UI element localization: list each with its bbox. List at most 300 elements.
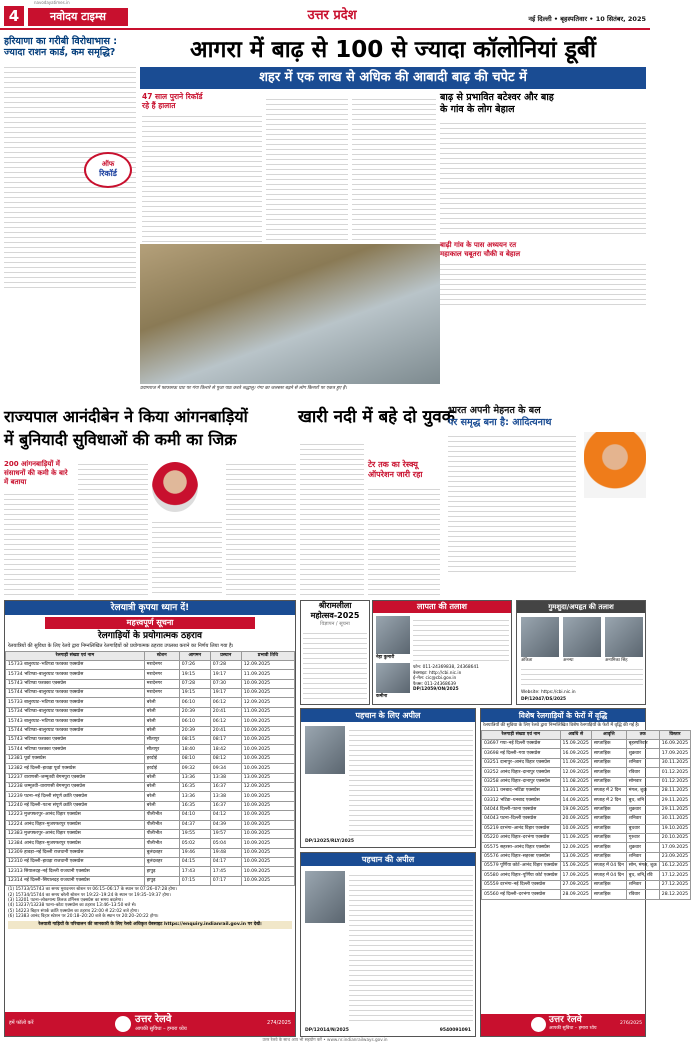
table-cell: 17:43 — [179, 867, 210, 876]
table-cell: 10.09.2025 — [241, 848, 294, 857]
special-title: विशेष रेलगाड़ियों के फेरों में वृद्धि — [481, 709, 645, 722]
special-table-row — [482, 805, 691, 814]
special-table-row — [482, 749, 691, 758]
identity2-photo — [305, 871, 345, 923]
table-cell: 08:10 — [179, 754, 210, 763]
governor-body-2 — [78, 460, 148, 595]
table-cell: 15743 बालुरघाट–भटिण्डा फरक्का एक्सप्रेस — [6, 717, 145, 726]
table-cell: 10.09.2025 — [241, 736, 294, 745]
table-cell: 10.09.2025 — [241, 689, 294, 698]
table-cell: 12314 नई दिल्ली–सियालदह राजधानी एक्सप्रेस — [6, 876, 145, 885]
lost-photo-2 — [563, 617, 601, 657]
table-cell: साप्ताहिक — [591, 833, 626, 842]
table-cell: 04:17 — [210, 858, 241, 867]
table-cell: 17.09.2025 — [560, 871, 591, 880]
table-cell: 20.09.2025 — [560, 815, 591, 824]
table-cell: 13:36 — [179, 773, 210, 782]
table-cell: 07:30 — [210, 679, 241, 688]
table-cell: सोम, मंगल, शुक्र — [626, 862, 659, 871]
table-cell: 10.09.2025 — [241, 820, 294, 829]
table-cell: बरेली — [144, 717, 179, 726]
missing-notice — [372, 600, 512, 705]
table-cell: 12.09.2025 — [560, 768, 591, 777]
table-cell: 06:12 — [210, 698, 241, 707]
lost-notice — [516, 600, 646, 705]
table-cell: 12.09.2025 — [241, 782, 294, 791]
river-kicker-2: ऑपरेशन जारी रहा — [368, 470, 423, 479]
table-cell: 10.09.2025 — [241, 839, 294, 848]
table-cell: 10.09.2025 — [241, 792, 294, 801]
railway-follow: हमें फॉलो करें — [9, 1020, 34, 1026]
table-cell: 10.09.2025 — [241, 679, 294, 688]
railway-subheading: रेलगाड़ियों के प्रयोगात्मक ठहराव — [97, 631, 203, 641]
railway-table-row — [6, 670, 295, 679]
identity-photo — [305, 726, 345, 774]
table-cell: 04043 पटना–दिल्ली एक्सप्रेस — [482, 815, 561, 824]
table-cell: सीतापुर — [144, 736, 179, 745]
table-cell: 04:39 — [210, 820, 241, 829]
railway-tagline: आपकी सुविधा – हमारा ध्येय — [135, 1026, 187, 1032]
cm-body — [448, 432, 576, 572]
table-cell: 03311 धनबाद–भटिंडा एक्सप्रेस — [482, 786, 561, 795]
table-cell: 05575 सहरसा–आनंद विहार एक्सप्रेस — [482, 843, 561, 852]
date-line: नई दिल्ली • बृहस्पतिवार • 10 सितंबर, 2025 — [528, 15, 646, 23]
table-cell: हरदोई — [144, 764, 179, 773]
governor-photo — [152, 462, 198, 512]
table-cell: 27.12.2025 — [659, 880, 690, 889]
railway-table-row — [6, 736, 295, 745]
table-cell: हापुड़ — [144, 876, 179, 885]
table-cell: 10.09.2025 — [241, 754, 294, 763]
missing-contact: वेबसाइट: http://cbi.nic.in — [413, 670, 462, 676]
lost-label-1: अंकिता — [521, 658, 533, 663]
table-cell: गुरुवार — [626, 833, 659, 842]
col-departure: प्रस्थान — [210, 651, 241, 660]
special-table-row — [482, 815, 691, 824]
table-cell: 16:37 — [210, 801, 241, 810]
table-cell: 09:34 — [210, 764, 241, 773]
table-cell: 05:02 — [179, 839, 210, 848]
table-cell: 06:10 — [179, 717, 210, 726]
table-cell: 19.10.2025 — [659, 824, 690, 833]
table-cell: 05559 दरभंगा–नई दिल्ली एक्सप्रेस — [482, 880, 561, 889]
table-cell: 16.12.2025 — [659, 862, 690, 871]
table-cell: 05560 नई दिल्ली–दरभंगा एक्सप्रेस — [482, 890, 561, 899]
section-title: उत्तर प्रदेश — [307, 8, 357, 23]
railway-table-row — [6, 876, 295, 885]
railway-note: (2) 15734/15744 का समय बरेली स्टेशन पर 19:22–19:24 के स्थान पर 19:35–19:37 होगा। — [8, 892, 171, 898]
table-cell: 16:37 — [210, 782, 241, 791]
table-cell: 11.09.2025 — [560, 833, 591, 842]
special-brand: उत्तर रेलवे — [549, 1015, 582, 1025]
railway-table-row — [6, 698, 295, 707]
lead-kicker-2: रहे हैं हालात — [142, 101, 176, 111]
page-footer: उत्तर रेलवे के साथ आप भी सहयोग करें • www.nr.indianrailways.gov.in — [262, 1037, 388, 1042]
table-cell: सप्ताह में 2 दिन — [591, 796, 626, 805]
lead-side-story — [440, 92, 646, 400]
table-cell: बुध, शनि — [626, 796, 659, 805]
missing-ref: DP/12059/ON/2025 — [413, 687, 459, 693]
table-cell: 15.09.2025 — [560, 740, 591, 749]
table-cell: 04:10 — [179, 811, 210, 820]
lost-photo-1 — [521, 617, 559, 657]
lost-website: Website: https://cbi.nic.in — [521, 690, 576, 695]
lead-body-2 — [266, 95, 348, 250]
river-kicker-1: टेर तक का रेस्क्यू — [368, 460, 418, 469]
table-cell: 11.09.2025 — [241, 670, 294, 679]
governor-body-3 — [152, 518, 222, 595]
identity-appeal-2 — [300, 852, 476, 1037]
table-cell: बरेली — [144, 773, 179, 782]
table-cell: शुक्रवार — [626, 749, 659, 758]
side-sub-1: बाढ़ी गांव के पास अध्ययन रत — [440, 240, 517, 249]
table-cell: हरदोई — [144, 754, 179, 763]
missing-contact: फैक्स: 011-24368639 — [413, 681, 456, 687]
lost-label-2: अनन्या — [563, 658, 574, 663]
table-cell: 07:28 — [210, 660, 241, 669]
table-cell: 10.09.2025 — [241, 829, 294, 838]
table-cell: 19:15 — [179, 670, 210, 679]
table-cell: 12381 पूर्वा एक्सप्रेस — [6, 754, 145, 763]
table-cell: 06:12 — [210, 717, 241, 726]
railway-table-row — [6, 820, 295, 829]
ramleela-ad — [300, 600, 370, 705]
table-cell: 10.09.2025 — [560, 824, 591, 833]
flood-photo-caption: प्रयागराज में फाफामऊ घाट पर गंगा किनारे से पूजा पाठ करते श्रद्धालु। गंगा का जलस्तर बढ़ने से लोग किनारों पर एकत्र हुए हैं। — [140, 386, 347, 391]
table-cell: सप्ताह में 2 दिन — [591, 786, 626, 795]
table-cell: सोमवार — [626, 777, 659, 786]
identity-title: पहचान के लिए अपील — [301, 709, 475, 722]
railway-notice-title: रेलयात्री कृपया ध्यान दें! — [5, 601, 295, 615]
railway-note: (4) 13237/13238 पटना–कोटा एक्सप्रेस का ठहराव 13:46–13:50 बजे से। — [8, 903, 137, 909]
table-cell: 15744 भटिण्डा–बालुरघाट फरक्का एक्सप्रेस — [6, 689, 145, 698]
special-table-row — [482, 880, 691, 889]
table-cell: साप्ताहिक — [591, 740, 626, 749]
railway-table-row — [6, 829, 295, 838]
table-cell: रविवार — [626, 890, 659, 899]
identity-ref: DP/12025/RLY/2025 — [305, 839, 355, 845]
col-arrival: आगमन — [179, 651, 210, 660]
lost-photo-3 — [605, 617, 643, 657]
special-table-header — [482, 730, 691, 739]
table-cell: 30.11.2025 — [659, 815, 690, 824]
railway-table-row — [6, 764, 295, 773]
lead-headline: आगरा में बाढ़ से 100 से ज्यादा कॉलोनियां डूबीं — [190, 37, 596, 63]
table-cell: शनिवार — [626, 815, 659, 824]
special-intro: रेलयात्रियों की सुविधा के लिए रेलवे द्वारा निम्नलिखित विशेष रेलगाड़ियों के फेरों में वृद्धि की गई है। — [483, 723, 640, 728]
table-cell: 12383 मुजफ्फरपुर–आनंद विहार एक्सप्रेस — [6, 829, 145, 838]
table-cell: 20:41 — [210, 707, 241, 716]
table-cell: 13:36 — [179, 792, 210, 801]
lead-subhead — [140, 67, 646, 89]
table-cell: 15744 भटिण्डा–बालुरघाट फरक्का एक्सप्रेस — [6, 726, 145, 735]
table-cell: साप्ताहिक — [591, 824, 626, 833]
table-cell: पीलीभीत — [144, 839, 179, 848]
railway-table — [5, 651, 295, 887]
side-sub-2: महाकाल चबूतरा चौकी व बेहाल — [440, 249, 521, 258]
lead-kicker-1: 47 साल पुराने रिकॉर्ड — [142, 92, 203, 101]
table-cell: 12237 वाराणसी–जम्मूतवी बेगमपुरा एक्सप्रेस — [6, 773, 145, 782]
cm-headline-2: पर समृद्ध बना है: आदित्यनाथ — [448, 416, 552, 428]
missing-contacts — [413, 665, 509, 693]
table-cell: हापुड़ — [144, 867, 179, 876]
table-cell: 19:17 — [210, 670, 241, 679]
table-cell: 12240 नई दिल्ली–पटना संपूर्ण क्रांति एक्सप्रेस — [6, 801, 145, 810]
table-cell: बरेली — [144, 707, 179, 716]
table-cell: 20.10.2025 — [659, 833, 690, 842]
table-cell: 17.12.2025 — [659, 871, 690, 880]
table-cell: 10.09.2025 — [241, 876, 294, 885]
table-cell: 18:42 — [210, 745, 241, 754]
table-cell: 03252 आनंद विहार–दानापुर एक्सप्रेस — [482, 768, 561, 777]
table-cell: 05220 आनंद विहार–दरभंगा एक्सप्रेस — [482, 833, 561, 842]
table-cell: 28.11.2025 — [659, 786, 690, 795]
table-cell: शुक्रवार — [626, 805, 659, 814]
table-cell: 30.11.2025 — [659, 758, 690, 767]
special-table-row — [482, 786, 691, 795]
table-cell: पीलीभीत — [144, 829, 179, 838]
table-cell: 03258 आनंद विहार–दानापुर एक्सप्रेस — [482, 777, 561, 786]
railway-table-row — [6, 792, 295, 801]
table-cell: 07:28 — [179, 679, 210, 688]
railway-table-row — [6, 782, 295, 791]
lead-body-1 — [142, 112, 262, 250]
governor-headline-1: राज्यपाल आनंदीबेन ने किया आंगनबाड़ियों — [4, 407, 248, 426]
identity2-phone: 9540091091 — [439, 1028, 471, 1034]
table-cell: सप्ताह में 04 दिन — [591, 862, 626, 871]
railway-note: (3) 13201 पटना–लोकमान्य तिलक टर्मिनस एक्सप्रेस का समय बदलेगा। — [8, 897, 123, 903]
special-brand-bar — [481, 1014, 645, 1036]
table-cell: 17.09.2025 — [659, 843, 690, 852]
table-cell: 16.09.2025 — [560, 749, 591, 758]
river-kicker — [368, 460, 448, 480]
lead-body-3 — [352, 95, 436, 240]
table-cell: शनिवार — [626, 880, 659, 889]
table-cell: 15743 भटिण्डा फरक्का एक्सप्रेस — [6, 736, 145, 745]
railway-table-row — [6, 867, 295, 876]
table-cell: पीलीभीत — [144, 811, 179, 820]
table-cell: बरेली — [144, 792, 179, 801]
special-tagline: आपकी सुविधा – हमारा ध्येय — [549, 1026, 597, 1031]
missing-title: लापता की तलाश — [373, 601, 511, 613]
railway-table-row — [6, 858, 295, 867]
special-table-row — [482, 833, 691, 842]
table-cell: 10.09.2025 — [241, 764, 294, 773]
lost-ref: DP/12047/DS/2025 — [521, 697, 566, 702]
special-table-row — [482, 768, 691, 777]
table-cell: 10.09.2025 — [241, 745, 294, 754]
railway-table-row — [6, 848, 295, 857]
table-cell: 11.09.2025 — [241, 707, 294, 716]
table-cell: 05580 आनंद विहार–पूर्णिया कोर्ट एक्सप्रेस — [482, 871, 561, 880]
table-cell: 14.09.2025 — [560, 796, 591, 805]
table-cell: पीलीभीत — [144, 820, 179, 829]
railway-table-row — [6, 660, 295, 669]
table-cell: 06:10 — [179, 698, 210, 707]
table-cell: साप्ताहिक — [591, 758, 626, 767]
side-body-1 — [440, 119, 646, 237]
table-cell: 12313 सियालदह–नई दिल्ली राजधानी एक्सप्रेस — [6, 867, 145, 876]
table-cell: 05579 पूर्णिया कोर्ट–आनंद विहार एक्सप्रेस — [482, 862, 561, 871]
table-cell: 17:45 — [210, 867, 241, 876]
special-table-row — [482, 758, 691, 767]
special-code: 276/2025 — [619, 1021, 642, 1026]
side-headline-2: के गांव के लोग बेहाल — [440, 103, 515, 115]
table-cell: 11.09.2025 — [560, 758, 591, 767]
table-cell: साप्ताहिक — [591, 749, 626, 758]
railway-table-row — [6, 707, 295, 716]
table-cell: 27.09.2025 — [560, 880, 591, 889]
table-cell: मरादेनगर — [144, 689, 179, 698]
table-cell: 07:26 — [179, 660, 210, 669]
table-cell: 12223 मुजफ्फरपुर–आनंद विहार एक्सप्रेस — [6, 811, 145, 820]
table-cell: 19:17 — [210, 689, 241, 698]
railway-note: (5) 14223 बिहार संपर्क क्रांति एक्सप्रेस का ठहराव 22:00 से 22:02 बजे होगा। — [8, 908, 139, 914]
table-cell: 12382 नई दिल्ली–हावड़ा पूर्वा एक्सप्रेस — [6, 764, 145, 773]
table-cell: 23.09.2025 — [659, 852, 690, 861]
table-cell: 19:15 — [179, 689, 210, 698]
table-cell: 19:46 — [179, 848, 210, 857]
ramleela-title: श्रीरामलीला महोत्सव-2025 — [310, 601, 360, 620]
side-body-2 — [440, 260, 646, 308]
table-cell: 10.09.2025 — [241, 801, 294, 810]
col-effective: प्रभावी तिथि — [241, 651, 294, 660]
table-cell: 07:15 — [179, 876, 210, 885]
table-cell: 19:55 — [179, 829, 210, 838]
table-cell: 16:35 — [179, 801, 210, 810]
table-cell: सीतापुर — [144, 745, 179, 754]
table-cell: 07:17 — [210, 876, 241, 885]
lost-title: गुमशुदा/अपहृत की तलाश — [517, 601, 645, 613]
table-cell: 20:41 — [210, 726, 241, 735]
identity2-body — [349, 871, 473, 1021]
lost-body — [521, 665, 643, 689]
railway-table-row — [6, 839, 295, 848]
table-cell: 10.09.2025 — [241, 867, 294, 876]
special-logo-icon — [531, 1017, 546, 1032]
table-cell: 12.09.2025 — [241, 698, 294, 707]
special-table-row — [482, 862, 691, 871]
col-days: तक — [626, 730, 659, 739]
governor-kicker: 200 आंगनबाड़ियों में संसाधनों की कमी के बारे में बताया — [4, 460, 68, 486]
railway-table-row — [6, 726, 295, 735]
table-cell: 12310 नई दिल्ली–हावड़ा राजधानी एक्सप्रेस — [6, 858, 145, 867]
special-table-row — [482, 890, 691, 899]
table-cell: 20:39 — [179, 707, 210, 716]
railway-table-row — [6, 717, 295, 726]
table-cell: रविवार — [626, 768, 659, 777]
table-cell: बरेली — [144, 698, 179, 707]
governor-body-1 — [4, 490, 74, 595]
table-cell: मरादेनगर — [144, 660, 179, 669]
railway-table-row — [6, 811, 295, 820]
col-extension: विस्तार — [659, 730, 690, 739]
missing-body — [413, 616, 509, 662]
table-cell: 08:12 — [210, 754, 241, 763]
table-cell: 10.09.2025 — [241, 858, 294, 867]
table-cell: बुधवार — [626, 824, 659, 833]
special-table-row — [482, 777, 691, 786]
cm-story — [448, 405, 646, 595]
special-table-row — [482, 796, 691, 805]
railway-table-row — [6, 773, 295, 782]
table-cell: 10.09.2025 — [241, 717, 294, 726]
special-table-row — [482, 740, 691, 749]
table-cell: 08:15 — [179, 736, 210, 745]
table-cell: 12.09.2025 — [241, 660, 294, 669]
railway-note: (6) 12383 आनंद विहार स्टेशन पर 20:18–20:20 बजे के स्थान पर 20:20–20:22 होगा। — [8, 914, 159, 920]
identity2-ref: DP/12014/N/2025 — [305, 1028, 349, 1034]
table-cell: 12238 जम्मूतवी–वाराणसी बेगमपुरा एक्सप्रेस — [6, 782, 145, 791]
table-cell: 18:40 — [179, 745, 210, 754]
railway-table-row — [6, 679, 295, 688]
table-cell: साप्ताहिक — [591, 768, 626, 777]
badge-line-2: रिकॉर्ड — [99, 168, 117, 178]
table-cell: 04044 दिल्ली–पटना एक्सप्रेस — [482, 805, 561, 814]
table-cell: बरेली — [144, 801, 179, 810]
table-cell: 16.09.2025 — [659, 740, 690, 749]
table-cell: सप्ताह में 04 दिन — [591, 871, 626, 880]
governor-headline-2: में बुनियादी सुविधाओं की कमी का जिक्र — [4, 430, 237, 450]
table-cell: 01.12.2025 — [659, 777, 690, 786]
identity2-title: पहचान की अपील — [301, 853, 475, 866]
left-headline-1: हरियाणा का गरीबी विरोधाभास : — [4, 36, 118, 47]
table-cell: 19:48 — [210, 848, 241, 857]
table-cell: 15744 भटिण्डा फरक्का एक्सप्रेस — [6, 745, 145, 754]
brand-logo: नवोदय टाइम्स — [28, 8, 128, 26]
table-cell: 13:38 — [210, 792, 241, 801]
table-cell: 15734 भटिण्डा–बालुरघाट फरक्का एक्सप्रेस — [6, 670, 145, 679]
table-cell: साप्ताहिक — [591, 852, 626, 861]
table-cell: मरादेनगर — [144, 679, 179, 688]
cm-headline-1: भारत अपनी मेहनत के बल — [448, 405, 541, 416]
missing-name-2: कमीना — [376, 694, 388, 699]
missing-photo-2 — [376, 663, 410, 693]
table-cell: 01.12.2025 — [659, 768, 690, 777]
flood-photo — [140, 244, 440, 384]
table-cell: साप्ताहिक — [591, 843, 626, 852]
special-table-row — [482, 824, 691, 833]
table-cell: बरेली — [144, 726, 179, 735]
table-cell: 15733 बालुरघाट–भटिण्डा फरक्का एक्सप्रेस — [6, 698, 145, 707]
special-table-row — [482, 871, 691, 880]
railway-notice-subtitle: महत्त्वपूर्ण सूचना — [45, 617, 255, 629]
railway-intro: रेलयात्रियों की सुविधा के लिए रेलवे द्वारा निम्नलिखित रेलगाड़ियों को प्रयोगात्मक ठहराव उपलब्ध कराने का निर्णय लिया गया है। — [8, 643, 234, 650]
railway-notes — [5, 886, 295, 920]
table-cell: 03251 दानापुर–आनंद विहार एक्सप्रेस — [482, 758, 561, 767]
top-mini: navodayatimes.in — [34, 0, 70, 5]
table-cell: शनिवार — [626, 852, 659, 861]
table-cell: 19.09.2025 — [560, 805, 591, 814]
table-cell: साप्ताहिक — [591, 805, 626, 814]
table-cell: 15743 भटिण्डा फरक्का एक्सप्रेस — [6, 679, 145, 688]
identity-appeal — [300, 708, 476, 848]
railway-code: 274/2025 — [267, 1020, 291, 1026]
identity-body — [349, 726, 473, 836]
table-cell: 03698 नई दिल्ली–गया एक्सप्रेस — [482, 749, 561, 758]
table-cell: 28.12.2025 — [659, 890, 690, 899]
table-cell: शुक्रवार — [626, 843, 659, 852]
railway-table-row — [6, 745, 295, 754]
railway-table-row — [6, 754, 295, 763]
lost-label-3: अनामिका सिंह — [605, 658, 628, 663]
table-cell: 29.11.2025 — [659, 805, 690, 814]
table-cell: 19:57 — [210, 829, 241, 838]
railway-note: (1) 15733/15743 का समय मुरादनगर स्टेशन पर 06:15–06:17 के स्थान पर 07:26–07:28 होगा। — [8, 887, 177, 893]
left-headline-2: ज्यादा राशन कार्ड, कम समृद्धि? — [4, 47, 116, 59]
special-table — [481, 730, 691, 900]
table-cell: 04:37 — [179, 820, 210, 829]
